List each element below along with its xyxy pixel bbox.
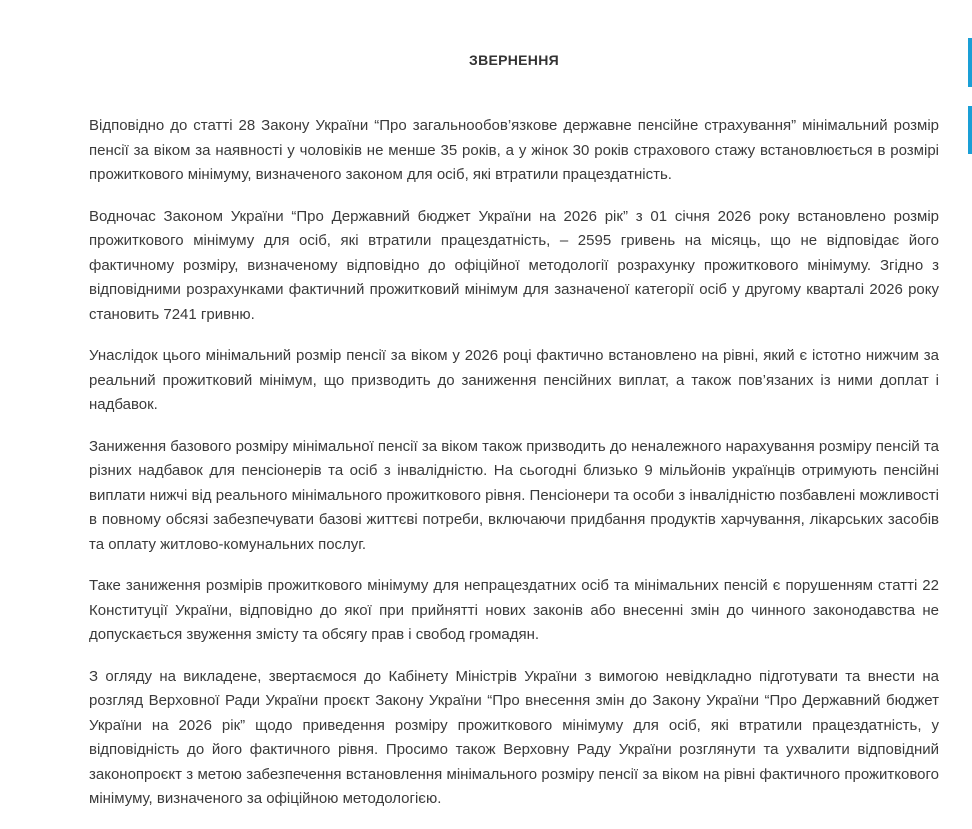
paragraph-2: Водночас Законом України “Про Державний бюджет України на 2026 рік” з 01 січня 2026 року встановлено розмір прожиткового мінімуму для осіб, які втратили працездатність, – 2595 гривень на місяць, що не відповідає його фактичному розміру, визначеному відповідно до офіційної методології розрахунку прожиткового мінімуму. Згідно з відповідними розрахунками фактичний прожитковий мінімум для зазначеної категорії осіб у другому кварталі 2026 року становить 7241 гривню. xyxy=(89,207,939,323)
paragraph-1: Відповідно до статті 28 Закону України “Про загальнообов’язкове державне пенсійне страхування” мінімальний розмір пенсії за віком за наявності у чоловіків не менше 35 років, а у жінок 30 років страхового стажу встановлюється в розмірі прожиткового мінімуму, визначеного законом для осіб, які втратили працездатність. xyxy=(89,117,939,183)
paragraph-3: Унаслідок цього мінімальний розмір пенсії за віком у 2026 році фактично встановлено на рівні, який є істотно нижчим за реальний прожитковий мінімум, що призводить до заниження пенсійних виплат, а також пов’язаних із ними доплат і надбавок. xyxy=(89,347,939,413)
paragraph-6: З огляду на викладене, звертаємося до Кабінету Міністрів України з вимогою невідкладно підготувати та внести на розгляд Верховної Ради України проєкт Закону України “Про внесення змін до Закону України “Про Державний бюджет України на 2026 рік” щодо приведення розміру прожиткового мінімуму для осіб, які втратили працездатність, у відповідність до його фактичного рівня. Просимо також Верховну Раду України розглянути та ухвалити відповідний законопроєкт з метою забезпечення встановлення мінімального розміру пенсії за віком на рівні фактичного прожиткового мінімуму, визначеного за офіційною методологією. xyxy=(89,667,939,807)
document-body xyxy=(89,114,939,829)
side-accent-bar-bottom xyxy=(968,106,972,154)
document-title: ЗВЕРНЕННЯ xyxy=(469,52,559,68)
paragraph-4: Заниження базового розміру мінімальної пенсії за віком також призводить до неналежного нарахування розміру пенсій та різних надбавок для пенсіонерів та осіб з інвалідністю. На сьогодні близько 9 мільйонів українців отримують пенсійні виплати нижчі від реального мінімального прожиткового рівня. Пенсіонери та особи з інвалідністю позбавлені можливості в повному обсязі забезпечувати базові життєві потреби, включаючи придбання продуктів харчування, лікарських засобів та оплату житлово-комунальних послуг. xyxy=(89,437,939,553)
paragraph-5: Таке заниження розмірів прожиткового мінімуму для непрацездатних осіб та мінімальних пенсій є порушенням статті 22 Конституції України, відповідно до якої при прийнятті нових законів або внесенні змін до чинного законодавства не допускається звуження змісту та обсягу прав і свобод громадян. xyxy=(89,577,939,643)
